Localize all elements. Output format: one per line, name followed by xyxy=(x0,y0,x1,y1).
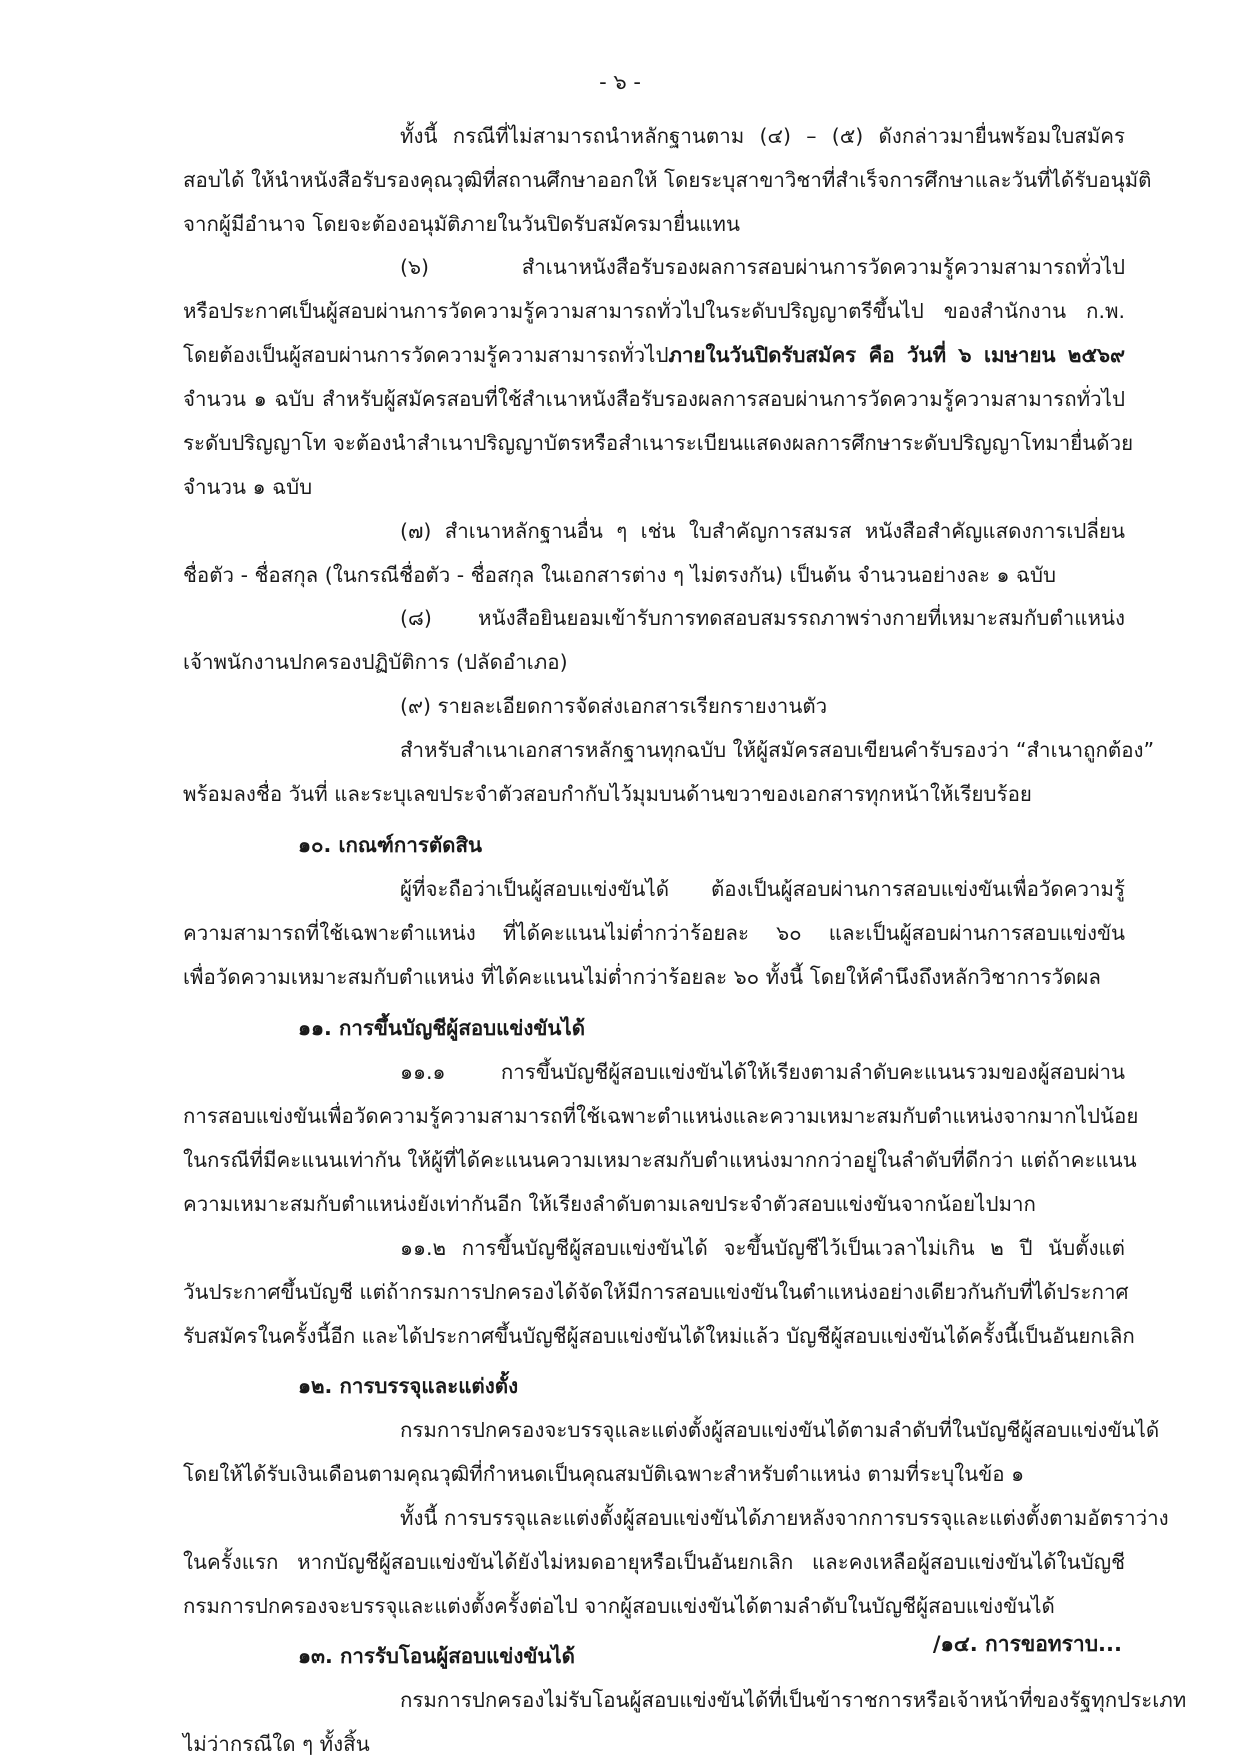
paragraph-line: กรมการปกครองไม่รับโอนผู้สอบแข่งขันได้ที่เป็นข้าราชการหรือเจ้าหน้าที่ของรัฐทุกประเภท xyxy=(400,1688,1187,1712)
paragraph-line: วันประกาศขึ้นบัญชี แต่ถ้ากรมการปกครองได้จัดให้มีการสอบแข่งขันในตำแหน่งอย่างเดียวกันกับที่ได้ประกาศ xyxy=(183,1280,1129,1304)
continuation-footer: /๑๔. การขอทราบ... xyxy=(932,1632,1122,1656)
paragraph-line: จำนวน ๑ ฉบับ xyxy=(183,475,313,499)
paragraph-line: ไม่ว่ากรณีใด ๆ ทั้งสิ้น xyxy=(183,1732,370,1756)
paragraph-line: ผู้ที่จะถือว่าเป็นผู้สอบแข่งขันได้ ต้องเป็นผู้สอบผ่านการสอบแข่งขันเพื่อวัดความรู้ xyxy=(400,877,1125,901)
page-number: - ๖ - xyxy=(599,70,641,94)
paragraph-line: กรมการปกครองจะบรรจุและแต่งตั้งครั้งต่อไป จากผู้สอบแข่งขันได้ตามลำดับในบัญชีผู้สอบแข่งขันได้ xyxy=(183,1594,1055,1618)
paragraph-line: เจ้าพนักงานปกครองปฏิบัติการ (ปลัดอำเภอ) xyxy=(183,650,568,674)
paragraph-line: ระดับปริญญาโท จะต้องนำสำเนาปริญญาบัตรหรือสำเนาระเบียนแสดงผลการศึกษาระดับปริญญาโทมายื่นด้วย xyxy=(183,431,1134,455)
section-heading-10: ๑๐. เกณฑ์การตัดสิน xyxy=(298,833,482,857)
deadline-bold-text: ภายในวันปิดรับสมัคร คือ วันที่ ๖ เมษายน ๒๕๖๙ xyxy=(668,343,1125,367)
paragraph-line: หรือประกาศเป็นผู้สอบผ่านการวัดความรู้ความสามารถทั่วไปในระดับปริญญาตรีขึ้นไป ของสำนักงาน ก.พ. xyxy=(183,299,1125,323)
paragraph-line: จำนวน ๑ ฉบับ สำหรับผู้สมัครสอบที่ใช้สำเนาหนังสือรับรองผลการสอบผ่านการวัดความรู้ความสามารถทั่วไป xyxy=(183,387,1125,411)
paragraph-line: ความสามารถที่ใช้เฉพาะตำแหน่ง ที่ได้คะแนนไม่ต่ำกว่าร้อยละ ๖๐ และเป็นผู้สอบผ่านการสอบแข่งขัน xyxy=(183,921,1125,945)
paragraph-line: สอบได้ ให้นำหนังสือรับรองคุณวุฒิที่สถานศึกษาออกให้ โดยระบุสาขาวิชาที่สำเร็จการศึกษาและวันที่ได้รับอนุมัติ xyxy=(183,168,1152,192)
paragraph-line: ทั้งนี้ การบรรจุและแต่งตั้งผู้สอบแข่งขันได้ภายหลังจากการบรรจุและแต่งตั้งตามอัตราว่าง xyxy=(400,1506,1169,1530)
item-11-1: ๑๑.๑ การขึ้นบัญชีผู้สอบแข่งขันได้ให้เรียงตามลำดับคะแนนรวมของผู้สอบผ่าน xyxy=(400,1060,1125,1084)
section-heading-13: ๑๓. การรับโอนผู้สอบแข่งขันได้ xyxy=(298,1644,575,1668)
paragraph-line: กรมการปกครองจะบรรจุและแต่งตั้งผู้สอบแข่งขันได้ตามลำดับที่ในบัญชีผู้สอบแข่งขันได้ xyxy=(400,1418,1160,1442)
paragraph-line: ทั้งนี้ กรณีที่ไม่สามารถนำหลักฐานตาม (๔) – (๕) ดังกล่าวมายื่นพร้อมใบสมัคร xyxy=(400,124,1125,148)
paragraph-line: ความเหมาะสมกับตำแหน่งยังเท่ากันอีก ให้เรียงลำดับตามเลขประจำตัวสอบแข่งขันจากน้อยไปมาก xyxy=(183,1192,1036,1216)
paragraph-line: พร้อมลงชื่อ วันที่ และระบุเลขประจำตัวสอบกำกับไว้มุมบนด้านขวาของเอกสารทุกหน้าให้เรียบร้อย xyxy=(183,782,1032,806)
paragraph-line: โดยให้ได้รับเงินเดือนตามคุณวุฒิที่กำหนดเป็นคุณสมบัติเฉพาะสำหรับตำแหน่ง ตามที่ระบุในข้อ ๑ xyxy=(183,1462,1025,1486)
deadline-lead-text: โดยต้องเป็นผู้สอบผ่านการวัดความรู้ความสามารถทั่วไป xyxy=(183,343,669,367)
section-heading-11: ๑๑. การขึ้นบัญชีผู้สอบแข่งขันได้ xyxy=(298,1016,586,1040)
item-6: (๖) สำเนาหนังสือรับรองผลการสอบผ่านการวัดความรู้ความสามารถทั่วไป xyxy=(400,255,1125,279)
item-9: (๙) รายละเอียดการจัดส่งเอกสารเรียกรายงานตัว xyxy=(400,694,828,718)
paragraph-line: จากผู้มีอำนาจ โดยจะต้องอนุมัติภายในวันปิดรับสมัครมายื่นแทน xyxy=(183,212,740,236)
paragraph-line-deadline xyxy=(183,340,1125,370)
paragraph-line: ในกรณีที่มีคะแนนเท่ากัน ให้ผู้ที่ได้คะแนนความเหมาะสมกับตำแหน่งมากกว่าอยู่ในลำดับที่ดีกว่า แต่ถ้าคะแนน xyxy=(183,1148,1137,1172)
paragraph-line: ชื่อตัว - ชื่อสกุล (ในกรณีชื่อตัว - ชื่อสกุล ในเอกสารต่าง ๆ ไม่ตรงกัน) เป็นต้น จำนวนอย่างละ ๑ ฉบับ xyxy=(183,563,1057,587)
paragraph-line: รับสมัครในครั้งนี้อีก และได้ประกาศขึ้นบัญชีผู้สอบแข่งขันได้ใหม่แล้ว บัญชีผู้สอบแข่งขันได้ครั้งนี้เป็นอันยกเลิก xyxy=(183,1324,1135,1348)
paragraph-line: การสอบแข่งขันเพื่อวัดความรู้ความสามารถที่ใช้เฉพาะตำแหน่งและความเหมาะสมกับตำแหน่งจากมากไปน้อย xyxy=(183,1104,1139,1128)
paragraph-line: สำหรับสำเนาเอกสารหลักฐานทุกฉบับ ให้ผู้สมัครสอบเขียนคำรับรองว่า “สำเนาถูกต้อง” xyxy=(400,738,1155,762)
section-heading-12: ๑๒. การบรรจุและแต่งตั้ง xyxy=(298,1374,519,1398)
item-7: (๗) สำเนาหลักฐานอื่น ๆ เช่น ใบสำคัญการสมรส หนังสือสำคัญแสดงการเปลี่ยน xyxy=(400,519,1125,543)
paragraph-line: ในครั้งแรก หากบัญชีผู้สอบแข่งขันได้ยังไม่หมดอายุหรือเป็นอันยกเลิก และคงเหลือผู้สอบแข่งขันได้ในบัญชี xyxy=(183,1550,1125,1574)
paragraph-line: เพื่อวัดความเหมาะสมกับตำแหน่ง ที่ได้คะแนนไม่ต่ำกว่าร้อยละ ๖๐ ทั้งนี้ โดยให้คำนึงถึงหลักวิชาการวัดผล xyxy=(183,965,1101,989)
item-11-2: ๑๑.๒ การขึ้นบัญชีผู้สอบแข่งขันได้ จะขึ้นบัญชีไว้เป็นเวลาไม่เกิน ๒ ปี นับตั้งแต่ xyxy=(400,1236,1125,1260)
item-8: (๘) หนังสือยินยอมเข้ารับการทดสอบสมรรถภาพร่างกายที่เหมาะสมกับตำแหน่ง xyxy=(400,606,1125,630)
